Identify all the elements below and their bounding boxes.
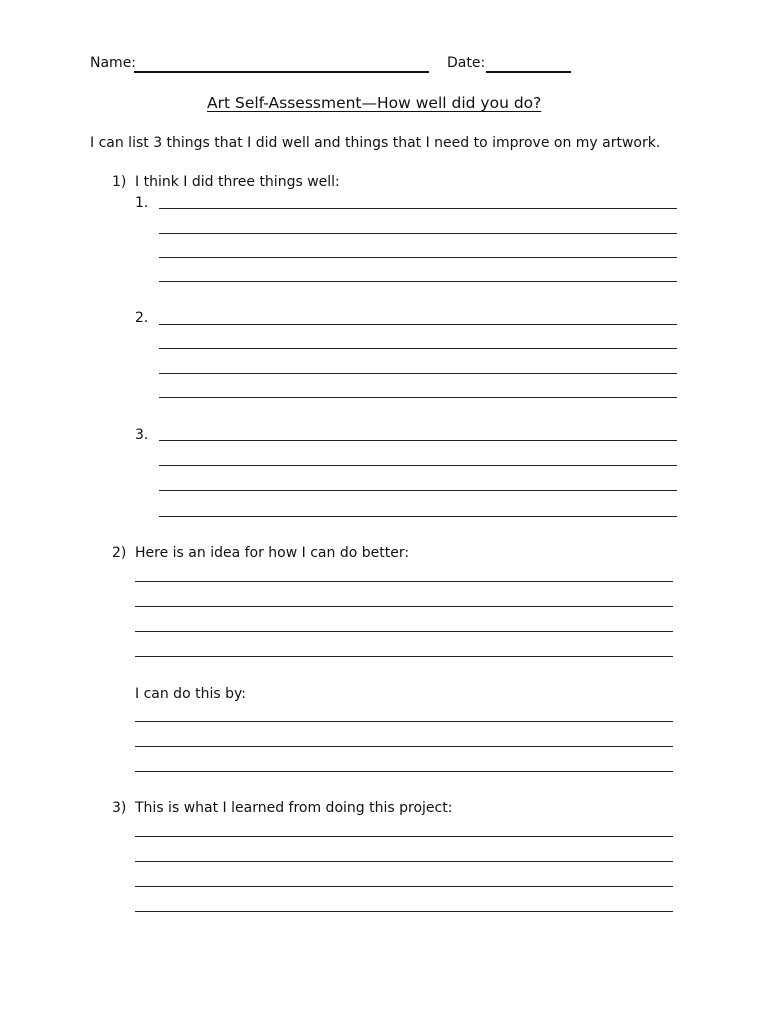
intro-text: I can list 3 things that I did well and things that I need to improve on my artwork.	[90, 135, 661, 151]
answer-line[interactable]	[135, 581, 673, 582]
q1-item-1-number: 1.	[135, 195, 149, 211]
answer-line[interactable]	[135, 721, 673, 722]
answer-line[interactable]	[135, 656, 673, 657]
answer-line[interactable]	[135, 886, 673, 887]
q1-item-2-number: 2.	[135, 310, 149, 326]
answer-line[interactable]	[159, 465, 677, 466]
answer-line[interactable]	[135, 631, 673, 632]
date-label: Date:	[447, 55, 486, 71]
answer-line[interactable]	[159, 397, 677, 398]
answer-line[interactable]	[159, 440, 677, 441]
answer-line[interactable]	[159, 324, 677, 325]
answer-line[interactable]	[159, 490, 677, 491]
answer-line[interactable]	[135, 911, 673, 912]
answer-line[interactable]	[159, 257, 677, 258]
date-field[interactable]	[486, 71, 571, 73]
answer-line[interactable]	[159, 208, 677, 209]
page-title: Art Self-Assessment—How well did you do?	[207, 94, 542, 112]
answer-line[interactable]	[159, 348, 677, 349]
question-3-number: 3)	[112, 800, 127, 816]
answer-line[interactable]	[135, 746, 673, 747]
answer-line[interactable]	[159, 233, 677, 234]
answer-line[interactable]	[159, 373, 677, 374]
answer-line[interactable]	[135, 836, 673, 837]
answer-line[interactable]	[135, 771, 673, 772]
answer-line[interactable]	[135, 861, 673, 862]
question-3-prompt: This is what I learned from doing this project:	[135, 800, 453, 816]
q1-item-3-number: 3.	[135, 427, 149, 443]
name-label: Name:	[90, 55, 137, 71]
question-2-sub-prompt: I can do this by:	[135, 686, 246, 702]
name-field[interactable]	[134, 71, 429, 73]
answer-line[interactable]	[159, 516, 677, 517]
question-2-number: 2)	[112, 545, 127, 561]
answer-line[interactable]	[135, 606, 673, 607]
question-1-prompt: I think I did three things well:	[135, 174, 340, 190]
answer-line[interactable]	[159, 281, 677, 282]
question-2-prompt: Here is an idea for how I can do better:	[135, 545, 410, 561]
question-1-number: 1)	[112, 174, 127, 190]
